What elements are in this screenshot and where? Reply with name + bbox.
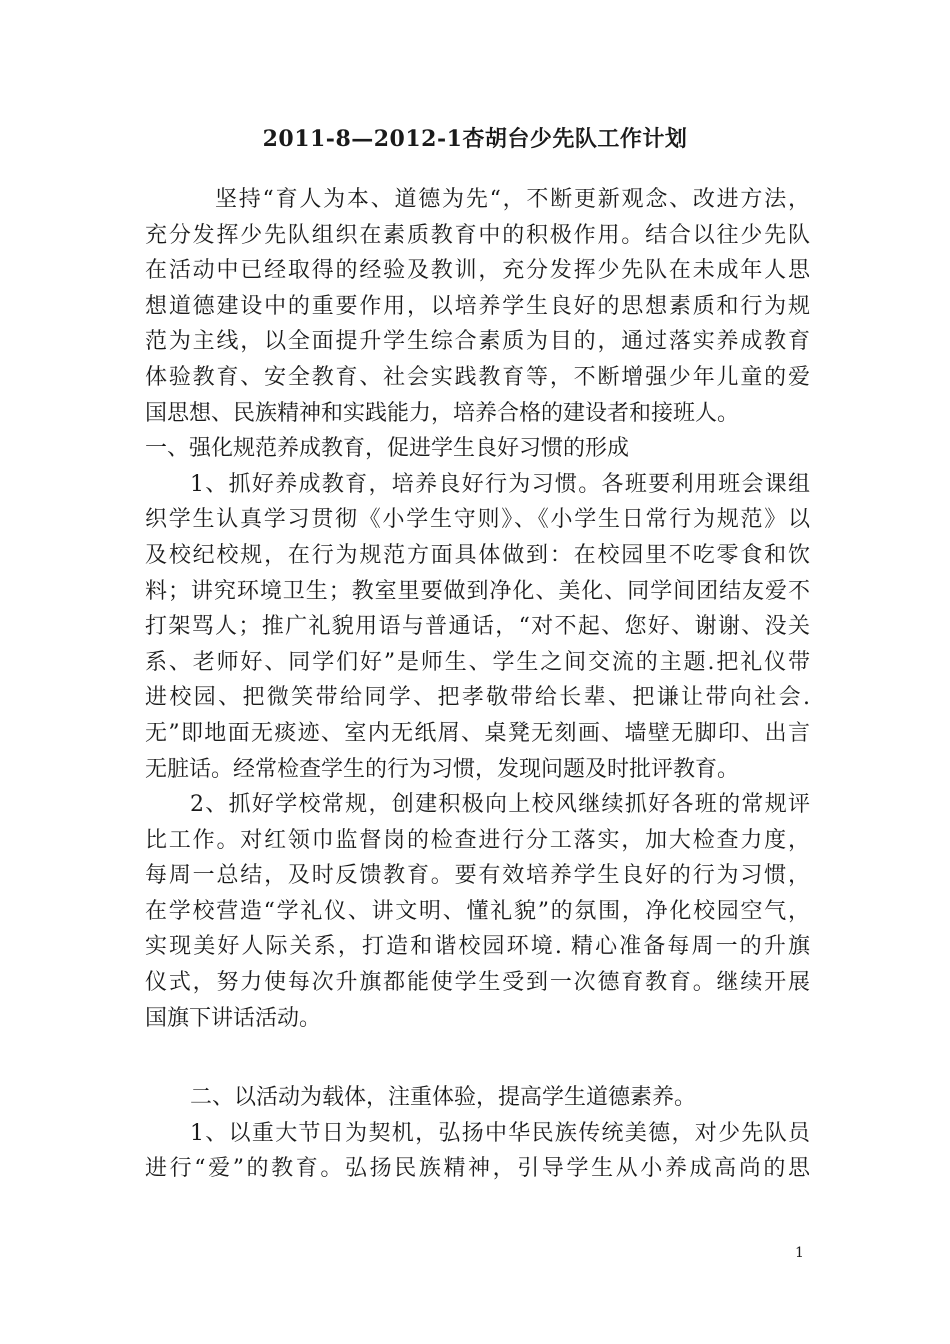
paragraph-line: 无脏话。经常检查学生的行为习惯，发现问题及时批评教育。 [145,756,740,782]
paragraph-line: 打架骂人；推广礼貌用语与普通话，“对不起、您好、谢谢、没关 [145,614,810,640]
paragraph-line: 体验教育、安全教育、社会实践教育等，不断增强少年儿童的爱 [145,364,810,390]
paragraph-line: 比工作。对红领巾监督岗的检查进行分工落实，加大检查力度， [145,827,810,853]
section-heading: 一、强化规范养成教育，促进学生良好习惯的形成 [145,436,630,462]
paragraph-line: 及校纪校规，在行为规范方面具体做到：在校园里不吃零食和饮 [145,542,810,568]
paragraph-line: 进校园、把微笑带给同学、把孝敬带给长辈、把谦让带向社会. [145,685,810,711]
paragraph-line: 料；讲究环境卫生；教室里要做到净化、美化、同学间团结友爱不 [145,578,810,604]
document-title: 2011-8—2012-1杏胡台少先队工作计划 [262,126,688,152]
paragraph-line: 进行“爱”的教育。弘扬民族精神，引导学生从小养成高尚的思 [145,1156,810,1182]
paragraph-line: 范为主线，以全面提升学生综合素质为目的，通过落实养成教育 [145,329,810,355]
paragraph-line: 仪式，努力使每次升旗都能使学生受到一次德育教育。继续开展 [145,970,810,996]
paragraph-line: 系、老师好、同学们好”是师生、学生之间交流的主题.把礼仪带 [145,649,810,675]
paragraph-spacer [145,1036,810,1080]
paragraph-line: 1、以重大节日为契机，弘扬中华民族传统美德，对少先队员 [190,1120,810,1146]
paragraph-line: 实现美好人际关系，打造和谐校园环境. 精心准备每周一的升旗 [145,934,810,960]
paragraph-line: 每周一总结，及时反馈教育。要有效培养学生良好的行为习惯， [145,863,810,889]
paragraph-line: 在学校营造“学礼仪、讲文明、懂礼貌”的氛围，净化校园空气， [145,898,810,924]
paragraph-line: 1、抓好养成教育，培养良好行为习惯。各班要利用班会课组 [190,471,810,497]
paragraph-line: 织学生认真学习贯彻《小学生守则》、《小学生日常行为规范》以 [145,507,810,533]
document-body [145,182,810,1187]
paragraph-line: 想道德建设中的重要作用，以培养学生良好的思想素质和行为规 [145,293,810,319]
section-heading: 二、以活动为载体，注重体验，提高学生道德素养。 [190,1085,697,1111]
paragraph-line: 国旗下讲话活动。 [145,1005,322,1031]
paragraph-line: 2、抓好学校常规，创建积极向上校风继续抓好各班的常规评 [190,792,810,818]
page-number: 1 [795,1245,804,1261]
paragraph-line: 充分发挥少先队组织在素质教育中的积极作用。结合以往少先队 [145,222,810,248]
paragraph-line: 国思想、民族精神和实践能力，培养合格的建设者和接班人。 [145,400,740,426]
paragraph-line: 在活动中已经取得的经验及教训，充分发挥少先队在未成年人思 [145,258,810,284]
paragraph-line: 无”即地面无痰迹、室内无纸屑、桌凳无刻画、墙壁无脚印、出言 [145,720,810,746]
paragraph-line: 坚持“育人为本、道德为先“，不断更新观念、改进方法， [215,187,810,212]
